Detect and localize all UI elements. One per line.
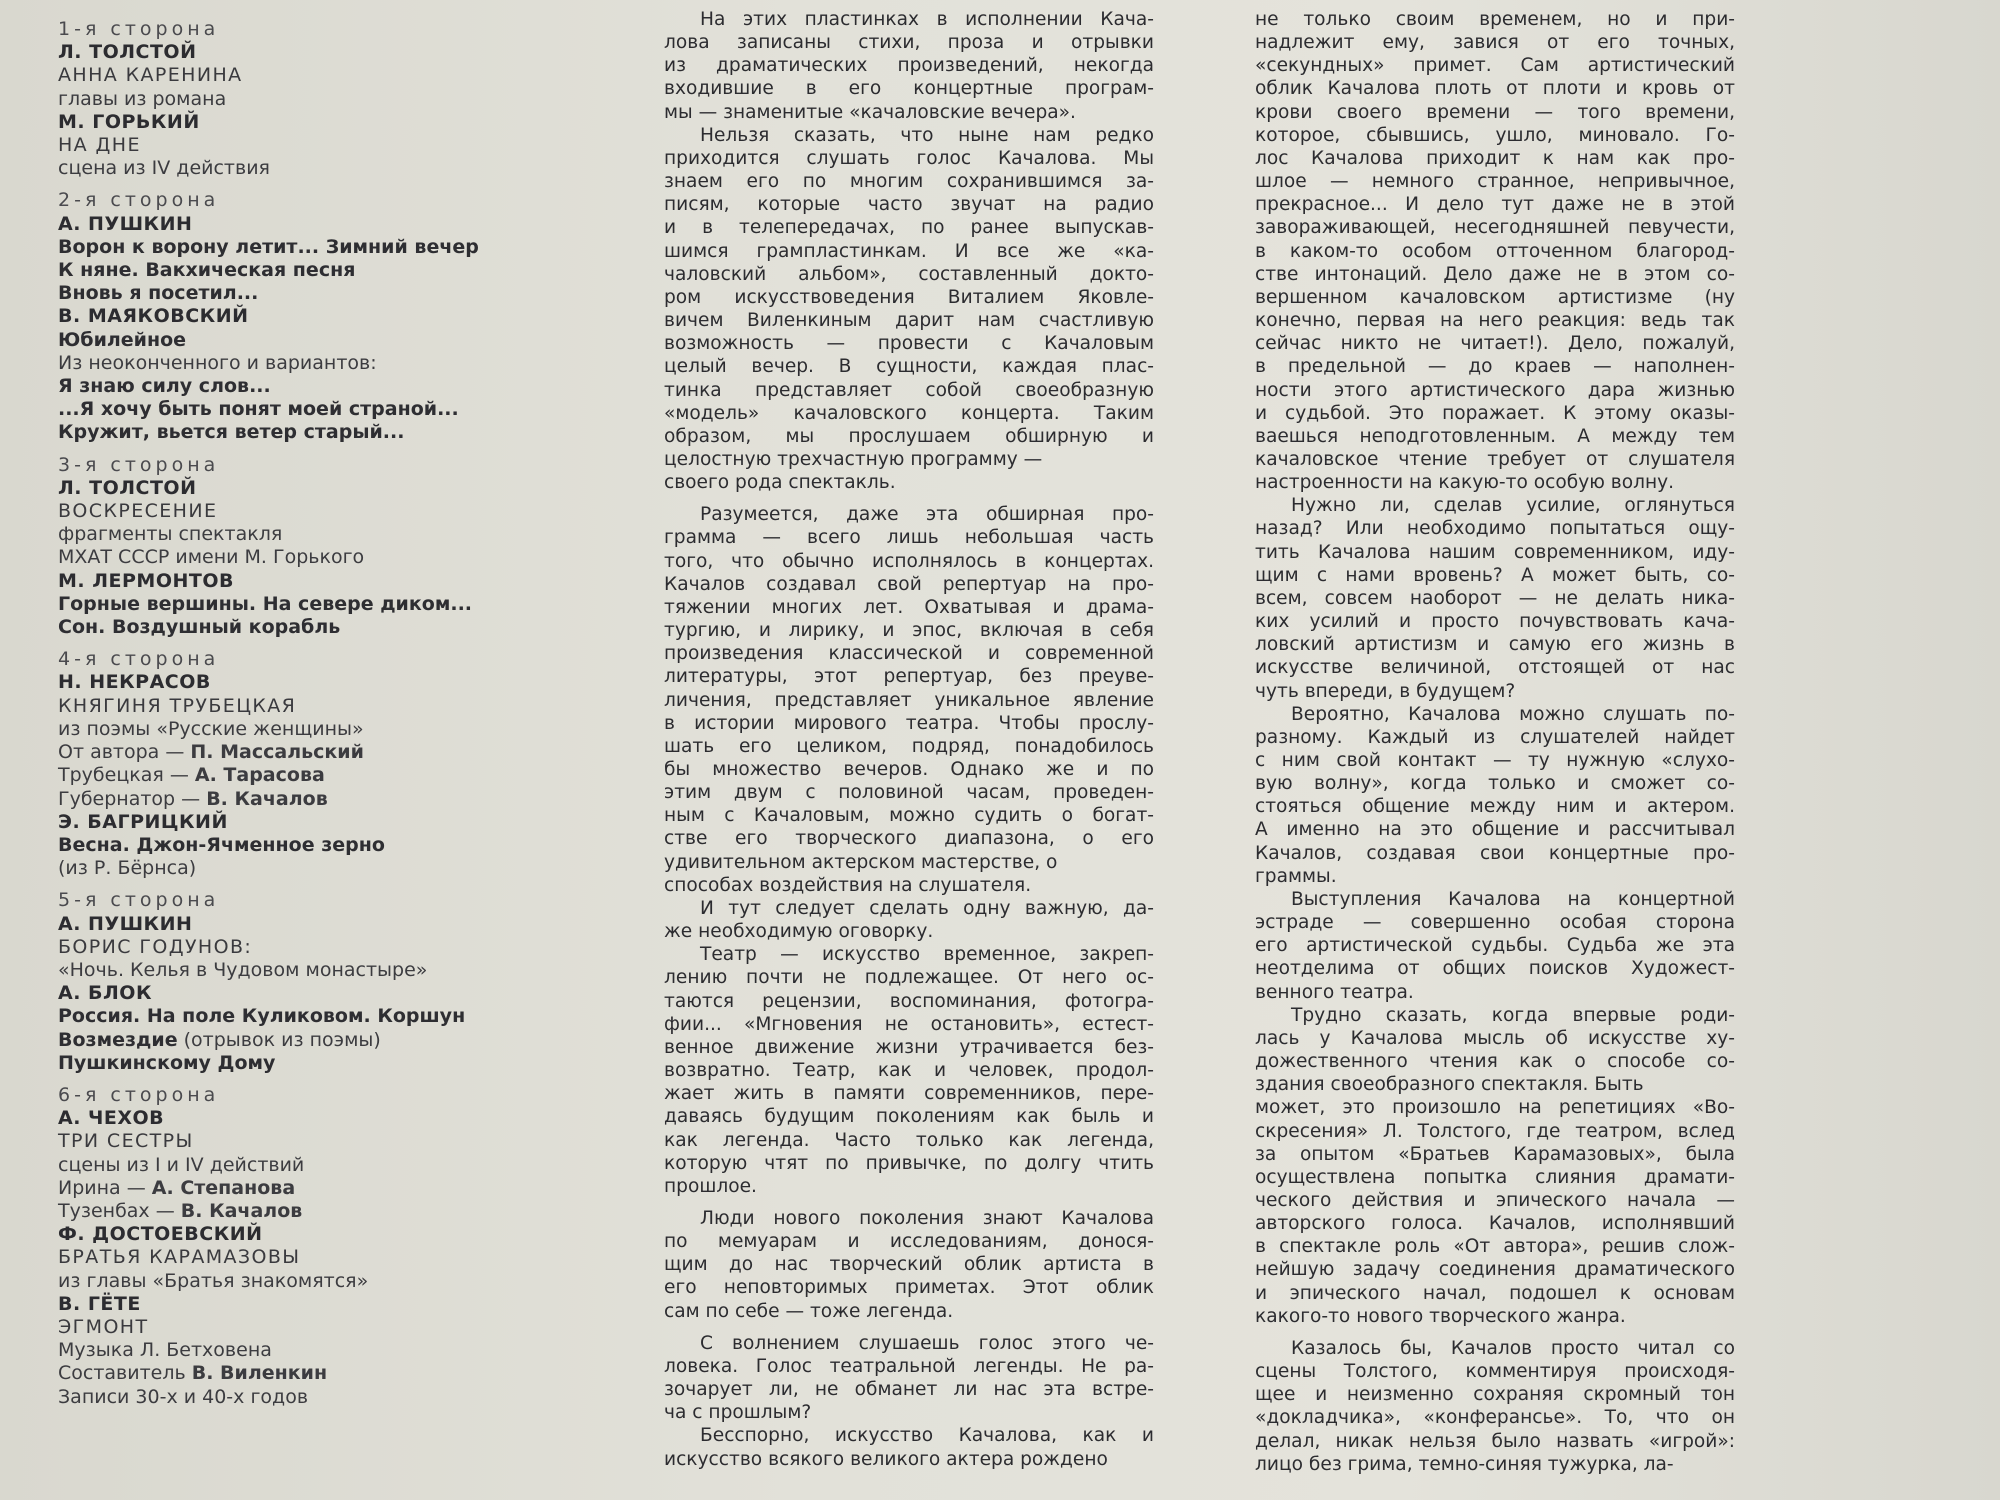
work-title: АННА КАРЕНИНА: [58, 64, 243, 87]
track-title: Юбилейное: [58, 328, 187, 351]
author-name: Ф. ДОСТОЕВСКИЙ: [58, 1223, 263, 1246]
paragraph: [664, 8, 1154, 124]
text-line: и судьбой. Это поражает. К этому оказы-: [1255, 402, 1735, 424]
text-line: «докладчика», «конферансье». То, что он: [1255, 1407, 1735, 1429]
text-line: ром искусствоведения Виталием Яковле-: [664, 286, 1154, 308]
track-note: сцена из IV действия: [58, 157, 270, 180]
text-line: дожественного чтения как о способе со-: [1255, 1051, 1735, 1073]
author-name: А. ЧЕХОВ: [58, 1107, 165, 1130]
author-name: М. ГОРЬКИЙ: [58, 110, 200, 133]
text-line: А именно на это общение и рассчитывал: [1255, 819, 1735, 841]
text-line: лению почти не подлежащее. От него ос-: [664, 967, 1154, 989]
track-title: [58, 1029, 618, 1052]
side-title: 4-я сторона: [58, 648, 220, 671]
text-line: Люди нового поколения знают Качалова: [700, 1207, 1154, 1229]
text-line: крови своего времени — того времени,: [1255, 101, 1735, 123]
text-line: ловский артистизм и самую его жизнь в: [1255, 634, 1735, 656]
work-title: ВОСКРЕСЕНИЕ: [58, 500, 218, 523]
track-note: МХАТ СССР имени М. Горького: [58, 546, 365, 569]
text-line: в истории мирового театра. Чтобы прослу-: [664, 712, 1154, 734]
text-line: вичем Виленкиным дарит нам счастливую: [664, 310, 1154, 332]
text-line: «секундных» примет. Сам артистический: [1255, 55, 1735, 77]
text-line: осуществлена попытка слияния драмати-: [1255, 1166, 1735, 1188]
text-line: Разумеется, даже эта обширная про-: [700, 504, 1154, 526]
text-line: И тут следует сделать одну важную, да-: [700, 897, 1154, 919]
text-line: ких усилий и просто почувствовать кача-: [1255, 611, 1735, 633]
credit-line: [58, 741, 618, 764]
side-title: 6-я сторона: [58, 1083, 220, 1106]
credit-performer: В. Качалов: [180, 1199, 303, 1222]
text-line: Вероятно, Качалова можно слушать по-: [1291, 703, 1735, 725]
text-line: в спектакле роль «От автора», решив слож-: [1255, 1236, 1735, 1258]
text-line: ловека. Голос театральной легенды. Не ра-: [664, 1355, 1154, 1377]
track-note: сцены из I и IV действий: [58, 1153, 305, 1176]
track-note: главы из романа: [58, 87, 227, 110]
text-line: бы множество вечеров. Однако же и по: [664, 759, 1154, 780]
text-line: его неповторимых приметах. Этот облик: [664, 1277, 1154, 1299]
text-line: личения, представляет уникальное явление: [664, 689, 1154, 711]
text-line: эстраде — совершенно особая сторона: [1255, 912, 1735, 934]
text-line: фии... «Мгновения не остановить», естест-: [664, 1013, 1154, 1035]
text-line: искусстве величиной, отстоящей от нас: [1255, 657, 1735, 679]
text-line: Трудно сказать, когда впервые роди-: [1291, 1004, 1735, 1026]
text-line: в предельной — до краев — наполнен-: [1255, 356, 1735, 378]
credit-role: Тузенбах —: [58, 1199, 181, 1222]
paragraph: [1255, 888, 1735, 1004]
text-line: тить Качалова нашим современником, иду-: [1255, 541, 1735, 563]
credit-line: [58, 1177, 618, 1200]
text-line: конечно, первая на него реакция: ведь так: [1255, 310, 1735, 332]
track-note: фрагменты спектакля: [58, 523, 283, 546]
text-line: вершенном качаловском артистизме (ну: [1255, 286, 1735, 308]
text-line: венное движение жизни утрачивается без-: [664, 1036, 1154, 1058]
work-title: БРАТЬЯ КАРАМАЗОВЫ: [58, 1246, 301, 1269]
text-line: его артистической судьбы. Судьба же эта: [1255, 935, 1735, 957]
paragraph: [1255, 1337, 1735, 1476]
paragraph: [664, 1207, 1154, 1323]
text-line: тяжении многих лет. Охватывая и драма-: [664, 596, 1154, 618]
record-side: [58, 454, 618, 640]
text-line: Выступления Качалова на концертной: [1291, 888, 1735, 910]
text-line: скресения» Л. Толстого, где театром, вслед: [1255, 1120, 1735, 1142]
text-line: тургию, и лирику, и эпос, включая в себя: [664, 620, 1154, 642]
text-line: в каком-то особом отточенном благород-: [1255, 240, 1735, 262]
text-line: надлежит ему, завися от его точных,: [1255, 32, 1735, 54]
text-line: искусство всякого великого актера рождено: [664, 1448, 1108, 1470]
record-side: [58, 889, 618, 1075]
text-line: ности этого артистического дара жизнью: [1255, 379, 1735, 401]
track-title: Ворон к ворону летит... Зимний вечер: [58, 235, 479, 258]
text-line: Качалов создавал свой репертуар на про-: [664, 573, 1154, 595]
text-line: шать его целиком, подряд, понадобилось: [664, 735, 1154, 757]
track-note: (из Р. Бёрнса): [58, 857, 197, 880]
credit-performer: П. Массальский: [190, 741, 364, 764]
text-line: целостную трехчастную программу —: [664, 448, 1043, 470]
track-title: Сон. Воздушный корабль: [58, 616, 341, 639]
text-line: Качалов, создавая свои концертные про-: [1255, 842, 1735, 864]
text-line: неотделима от общих поисков Художест-: [1255, 958, 1735, 980]
text-line: из драматических произведений, некогда: [664, 55, 1154, 77]
text-line: приходится слушать голос Качалова. Мы: [664, 147, 1154, 169]
text-line: возвратно. Театр, как и человек, продол-: [664, 1060, 1154, 1082]
track-title: Я знаю силу слов...: [58, 375, 271, 398]
credit-performer: А. Тарасова: [194, 764, 325, 787]
text-line: настроенности на какую-то особую волну.: [1255, 472, 1675, 494]
text-line: С волнением слушаешь голос этого че-: [700, 1332, 1154, 1354]
text-line: облик Качалова плоть от плоти и кровь от: [1255, 78, 1735, 100]
text-line: шимся грампластинкам. И все же «ка-: [664, 240, 1154, 262]
text-line: литературы, этот репертуар, без преуве-: [664, 666, 1154, 688]
text-line: всем, совсем наоборот — не делать ника-: [1255, 587, 1735, 609]
track-title: Пушкинскому Дому: [58, 1051, 276, 1074]
text-line: не только своим временем, но и при-: [1255, 9, 1735, 30]
work-title: ЭГМОНТ: [58, 1315, 149, 1338]
text-line: венного театра.: [1255, 981, 1414, 1003]
text-line: На этих пластинках в исполнении Кача-: [700, 9, 1154, 30]
track-title: ...Я хочу быть понят моей страной...: [58, 398, 459, 421]
text-line: этим двум с половиной часам, проведен-: [664, 782, 1154, 804]
text-line: сейчас никто не читает!). Дело, пожалуй,: [1255, 333, 1735, 355]
text-line: же необходимую оговорку.: [664, 921, 934, 943]
text-line: какого-то нового творческого жанра.: [1255, 1305, 1626, 1327]
text-line: тинка представляет собой своеобразную: [664, 379, 1154, 401]
text-line: лицо без грима, темно-синяя тужурка, ла-: [1255, 1453, 1674, 1475]
text-line: назад? Или необходимо попытаться ощу-: [1255, 518, 1735, 540]
author-name: Л. ТОЛСТОЙ: [58, 476, 197, 499]
text-line: и эпического начал, подошел к основам: [1255, 1282, 1735, 1304]
text-line: Театр — искусство временное, закреп-: [700, 944, 1154, 966]
track-title: Весна. Джон-Ячменное зерно: [58, 833, 385, 856]
record-side: [58, 189, 618, 444]
text-line: нейшую задачу соединения драматического: [1255, 1259, 1735, 1281]
credit-role: Трубецкая —: [58, 764, 195, 787]
text-line: произведения классической и современной: [664, 643, 1154, 665]
text-line: способах воздействия на слушателя.: [664, 874, 1032, 896]
text-line: по мемуарам и исследованиям, донося-: [664, 1231, 1154, 1253]
author-name: Л. ТОЛСТОЙ: [58, 41, 197, 64]
credit-role: Губернатор —: [58, 787, 207, 810]
text-line: входившие в его концертные програм-: [664, 78, 1154, 100]
text-line: удивительном актерском мастерстве, о: [664, 851, 1058, 873]
text-line: сам по себе — тоже легенда.: [664, 1300, 954, 1322]
text-line: щим до нас творческий облик артиста в: [664, 1254, 1154, 1276]
text-line: делал, никак нельзя было назвать «игрой»:: [1255, 1430, 1735, 1452]
text-line: стояться общение между ним и актером.: [1255, 796, 1735, 818]
track-name: Возмездие: [58, 1028, 178, 1051]
text-line: Бесспорно, искусство Качалова, как и: [700, 1425, 1154, 1447]
liner-notes-column-2: [1255, 8, 1735, 1488]
paragraph: [664, 503, 1154, 897]
text-line: стве его творческого диапазона, о его: [664, 828, 1154, 850]
author-name: В. ГЁТЕ: [58, 1292, 141, 1315]
track-title: Россия. На поле Куликовом. Коршун: [58, 1005, 466, 1028]
text-line: лась у Качалова мысль об искусстве ху-: [1255, 1027, 1735, 1049]
text-line: щее и неизменно сохраняя скромный тон: [1255, 1384, 1735, 1406]
record-side: [58, 648, 618, 880]
text-line: шлое — немного странное, непривычное,: [1255, 171, 1735, 193]
text-line: чаловский альбом», составленный докто-: [664, 263, 1154, 285]
track-note: «Ночь. Келья в Чудовом монастыре»: [58, 958, 428, 981]
side-title: 1-я сторона: [58, 18, 220, 40]
text-line: за опытом «Братьев Карамазовых», была: [1255, 1143, 1735, 1165]
text-line: зочарует ли, не обманет ли нас эта встре-: [664, 1379, 1154, 1401]
text-line: сцены Толстого, комментируя происходя-: [1255, 1361, 1735, 1383]
credit-line: [58, 764, 618, 787]
text-line: разному. Каждый из слушателей найдет: [1255, 726, 1735, 748]
text-line: завораживающей, несегодняшней певучести,: [1255, 217, 1735, 239]
text-line: своего рода спектакль.: [664, 472, 896, 494]
track-note: (отрывок из поэмы): [177, 1028, 381, 1051]
paragraph: [664, 897, 1154, 943]
author-name: Н. НЕКРАСОВ: [58, 671, 211, 694]
author-name: А. ПУШКИН: [58, 912, 193, 935]
text-line: вую волну», когда только и сможет со-: [1255, 773, 1735, 795]
record-side: [58, 1084, 618, 1409]
paragraph: [1255, 8, 1735, 494]
text-line: «модель» качаловского концерта. Таким: [664, 402, 1154, 424]
track-note: Записи 30-х и 40-х годов: [58, 1385, 309, 1408]
credit-performer: В. Качалов: [206, 787, 328, 810]
credit-role: Ирина —: [58, 1176, 152, 1199]
record-side: [58, 18, 618, 180]
text-line: грамма — всего лишь небольшая часть: [664, 527, 1154, 549]
text-line: ваешься неподготовленным. А между тем: [1255, 425, 1735, 447]
text-line: ческого действия и эпического начала —: [1255, 1189, 1735, 1211]
side-title: 2-я сторона: [58, 189, 220, 212]
paragraph: [1255, 494, 1735, 702]
text-line: которую чтят по привычке, по долгу чтить: [664, 1152, 1154, 1174]
text-line: мы — знаменитые «качаловские вечера».: [664, 101, 1076, 123]
text-line: ным с Качаловым, можно судить о богат-: [664, 805, 1154, 827]
credit-performer: А. Степанова: [151, 1176, 296, 1199]
text-line: жает жить в памяти современников, пере-: [664, 1083, 1154, 1105]
text-line: щим с нами вровень? А может быть, со-: [1255, 564, 1735, 586]
side-title: 3-я сторона: [58, 453, 220, 476]
track-note: из поэмы «Русские женщины»: [58, 717, 364, 740]
text-line: образом, мы прослушаем обширную и: [664, 425, 1154, 447]
work-title: БОРИС ГОДУНОВ:: [58, 935, 253, 958]
text-line: с ним свой контакт — ту нужную «слухо-: [1255, 750, 1735, 771]
text-line: писям, которые часто звучат на радио: [664, 194, 1154, 216]
credit-line: [58, 788, 618, 811]
author-name: М. ЛЕРМОНТОВ: [58, 569, 234, 592]
text-line: и в телепередачах, по ранее выпускав-: [664, 217, 1154, 239]
text-line: может, это произошло на репетициях «Во-: [1255, 1097, 1735, 1119]
author-name: В. МАЯКОВСКИЙ: [58, 305, 249, 328]
track-title: Кружит, вьется ветер старый...: [58, 421, 405, 444]
text-line: прекрасное... И дело тут даже не в этой: [1255, 194, 1735, 216]
text-line: качаловское чтение требует от слушателя: [1255, 448, 1735, 470]
track-note: Музыка Л. Бетховена: [58, 1339, 272, 1362]
text-line: знаем его по многим сохранившимся за-: [664, 171, 1154, 193]
text-line: граммы.: [1255, 865, 1337, 887]
author-name: А. ПУШКИН: [58, 212, 193, 235]
author-name: Э. БАГРИЦКИЙ: [58, 810, 228, 833]
credit-line: [58, 1362, 618, 1385]
paragraph: [1255, 1004, 1735, 1328]
author-name: А. БЛОК: [58, 982, 152, 1005]
text-line: ча с прошлым?: [664, 1402, 812, 1424]
paragraph: [1255, 703, 1735, 888]
text-line: Нельзя сказать, что ныне нам редко: [700, 124, 1154, 146]
paragraph: [664, 1332, 1154, 1425]
track-title: К няне. Вакхическая песня: [58, 259, 356, 282]
credit-performer: В. Виленкин: [191, 1362, 328, 1385]
text-line: даваясь будущим поколениям как быль и: [664, 1106, 1154, 1128]
text-line: прошлое.: [664, 1175, 757, 1197]
paragraph: [664, 1424, 1154, 1470]
track-note: из главы «Братья знакомятся»: [58, 1269, 369, 1292]
text-line: возможность — провести с Качаловым: [664, 333, 1154, 355]
credit-line: [58, 1200, 618, 1223]
liner-notes-column-1: [664, 8, 1154, 1488]
text-line: здания своеобразного спектакля. Быть: [1255, 1074, 1644, 1096]
work-title: НА ДНЕ: [58, 134, 141, 157]
track-title: Вновь я посетил...: [58, 282, 259, 305]
text-line: того, что обычно исполнялось в концертах.: [664, 550, 1154, 572]
work-title: КНЯГИНЯ ТРУБЕЦКАЯ: [58, 694, 297, 717]
track-note: Из неоконченного и вариантов:: [58, 351, 377, 374]
text-line: стве интонаций. Дело даже не в этом со-: [1255, 263, 1735, 285]
text-line: Нужно ли, сделав усилие, оглянуться: [1291, 495, 1735, 517]
track-listing: [58, 18, 618, 1488]
text-line: лос Качалова приходит к нам как про-: [1255, 147, 1735, 169]
text-line: которое, сбывшись, ушло, миновало. Го-: [1255, 124, 1735, 146]
credit-role: Составитель: [58, 1362, 192, 1385]
text-line: таются рецензии, воспоминания, фотогра-: [664, 990, 1154, 1012]
text-line: целый вечер. В сущности, каждая плас-: [664, 356, 1154, 378]
text-line: лова записаны стихи, проза и отрывки: [664, 32, 1154, 54]
text-line: Казалось бы, Качалов просто читал со: [1291, 1337, 1735, 1359]
text-line: авторского голоса. Качалов, исполнявший: [1255, 1213, 1735, 1235]
paragraph: [664, 124, 1154, 495]
work-title: ТРИ СЕСТРЫ: [58, 1130, 194, 1153]
credit-role: От автора —: [58, 741, 191, 764]
track-title: Горные вершины. На севере диком...: [58, 592, 473, 615]
side-title: 5-я сторона: [58, 889, 220, 912]
text-line: как легенда. Часто только как легенда,: [664, 1129, 1154, 1151]
text-line: чуть впереди, в будущем?: [1255, 680, 1516, 702]
paragraph: [664, 943, 1154, 1198]
